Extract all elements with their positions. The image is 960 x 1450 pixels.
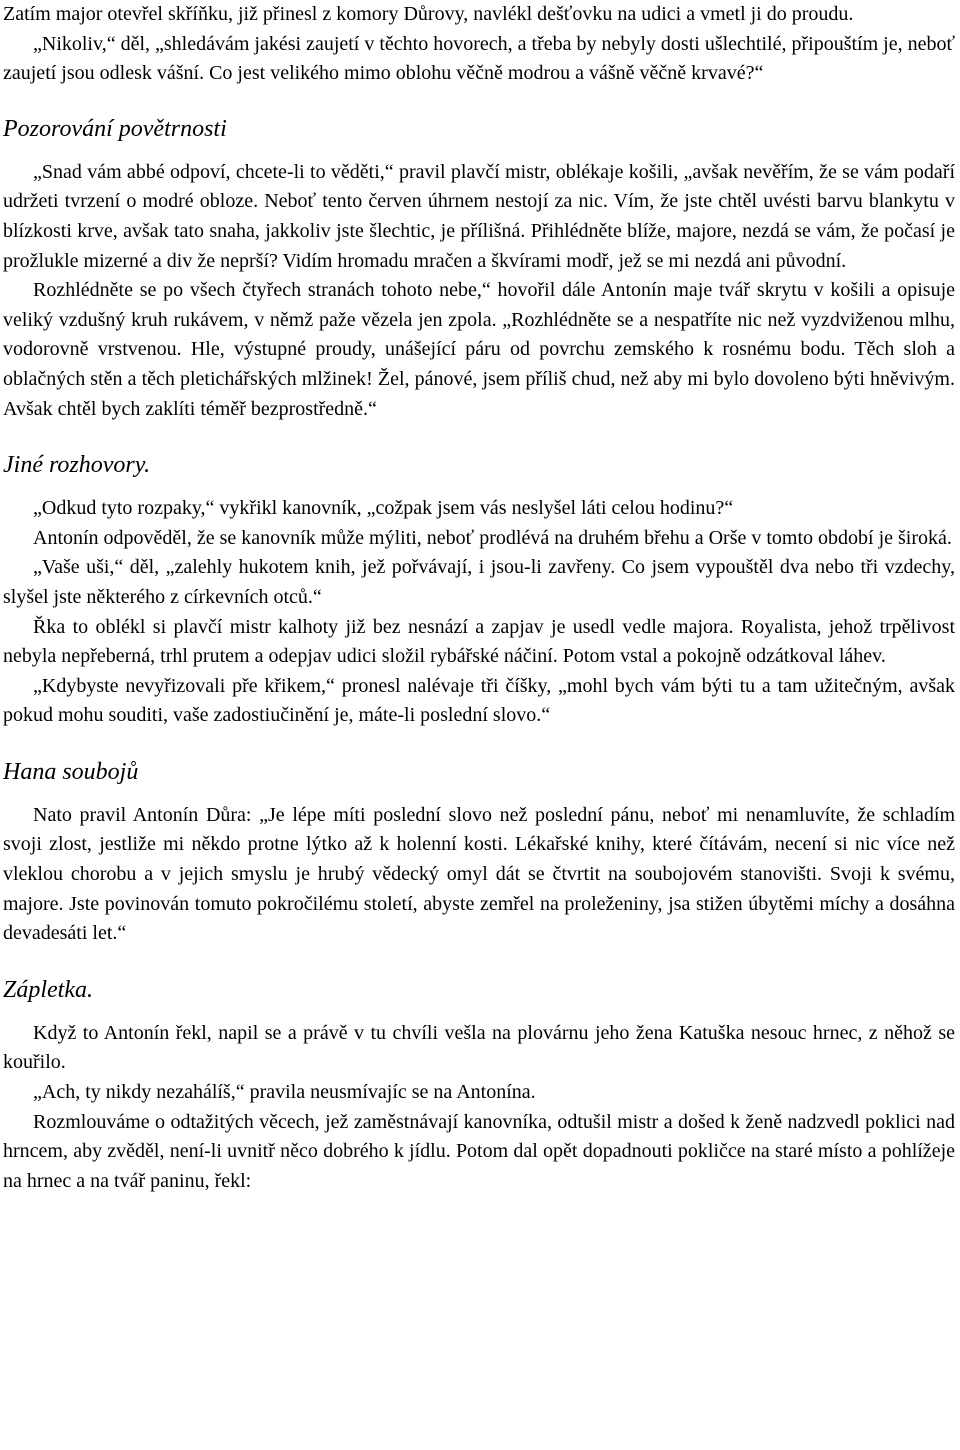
paragraph: „Ach, ty nikdy nezahálíš,“ pravila neusmívajíc se na Antonína. xyxy=(33,1081,536,1104)
paragraph: Řka to oblékl si plavčí mistr kalhoty již bez nesnází a zapjav je usedl vedle majora. Royalista, jehož trpělivost nebyla nepřeberná, trhl prutem a odepjav udici složil rybářské náčiní. Potom vstal a pokojně odzátkoval láhev. xyxy=(3,615,955,668)
section-heading: Hana soubojů xyxy=(3,758,139,785)
paragraph: Zatím major otevřel skříňku, již přinesl z komory Důrovy, navlékl dešťovku na udici a vmetl ji do proudu. xyxy=(3,3,854,25)
paragraph: Rozmlouváme o odtažitých věcech, jež zaměstnávají kanovníka, odtušil mistr a došed k ženě nadzvedl poklici nad hrncem, aby zvěděl, není-li uvnitř něco dobrého k jídlu. Potom dal opět dopadnouti pokličce na staré místo a pohlížeje na hrnec a na tvář paninu, řekl: xyxy=(3,1110,955,1192)
paragraph: „Snad vám abbé odpoví, chcete-li to věděti,“ pravil plavčí mistr, oblékaje košili, „avšak nevěřím, že se vám podaří udržeti tvrzení o modré obloze. Neboť tento červen úhrnem nestojí za nic. Vím, že jste chtěl uvésti barvu blankytu v blízkosti krve, avšak tato snaha, jakkoliv jste šlechtic, je přílišná. Přihlédněte blíže, majore, nezdá se vám, že počasí je prožlukle mizerné a div že neprší? Vidím hromadu mračen a škvírami modř, jež se mi nezdá ani původní. xyxy=(3,160,955,272)
section-heading: Jiné rozhovory. xyxy=(3,452,151,479)
paragraph: „Vaše uši,“ děl, „zalehly hukotem knih, jež pořvávají, i jsou-li zavřeny. Co jsem vypouštěl dva nebo tři vzdechy, slyšel jste některého z církevních otců.“ xyxy=(3,556,955,608)
paragraph: Rozhlédněte se po všech čtyřech stranách tohoto nebe,“ hovořil dále Antonín maje tvář skrytu v košili a opisuje veliký vzdušný kruh rukávem, v němž paže vězela jen zpola. „Rozhlédněte se a nespatříte nic než vyzdviženou mlhu, vodorovně vrstvenou. Hle, výstupné proudy, unášející páru od povrchu zemského k rosnému bodu. Těch sloh a oblačných stěn a těch pletichářských mlžinek! Žel, pánové, jsem příliš chud, než aby mi bylo dovoleno býti hněvivým. Avšak chtěl bych zaklíti téměř bezprostředně.“ xyxy=(3,279,955,420)
paragraph: „Nikoliv,“ děl, „shledávám jakési zaujetí v těchto hovorech, a třeba by nebyly dosti ušlechtilé, připouštím je, neboť zaujetí jsou odlesk vášní. Co jest velikého mimo oblohu věčně modrou a vášně věčně krvavé?“ xyxy=(3,32,955,85)
paragraph: Nato pravil Antonín Důra: „Je lépe míti poslední slovo než poslední pánu, neboť mi nenamluvíte, že schladím svoji zlost, jestliže mi někdo protne lýtko až k holenní kosti. Lékařské knihy, které čítávám, necení si nic více než vleklou chorobu a v jejich smyslu je hrubý vědecký omyl dát se čtvrtit na soubojovém stanovišti. Svoji k svému, majore. Jste povinován tomuto pokročilému století, abyste zemřel na proleženiny, jsa stižen úbytěmi míchy a dosáhna devadesáti let.“ xyxy=(3,803,955,945)
paragraph: „Kdybyste nevyřizovali pře křikem,“ pronesl nalévaje tři číšky, „mohl bych vám býti tu a tam užitečným, avšak pokud mohu souditi, vaše zadostiučinění je, máte-li poslední slovo.“ xyxy=(3,674,955,727)
section-heading: Zápletka. xyxy=(3,976,93,1003)
paragraph: Antonín odpověděl, že se kanovník může mýliti, neboť prodlévá na druhém břehu a Orše v tomto období je široká. xyxy=(33,526,952,549)
paragraph: „Odkud tyto rozpaky,“ vykřikl kanovník, „cožpak jsem vás neslyšel láti celou hodinu?“ xyxy=(33,497,734,520)
document-page xyxy=(3,0,955,1196)
section-heading: Pozorování povětrnosti xyxy=(3,115,227,142)
paragraph: Když to Antonín řekl, napil se a právě v tu chvíli vešla na plovárnu jeho žena Katuška nesouc hrnec, z něhož se kouřilo. xyxy=(3,1021,955,1074)
